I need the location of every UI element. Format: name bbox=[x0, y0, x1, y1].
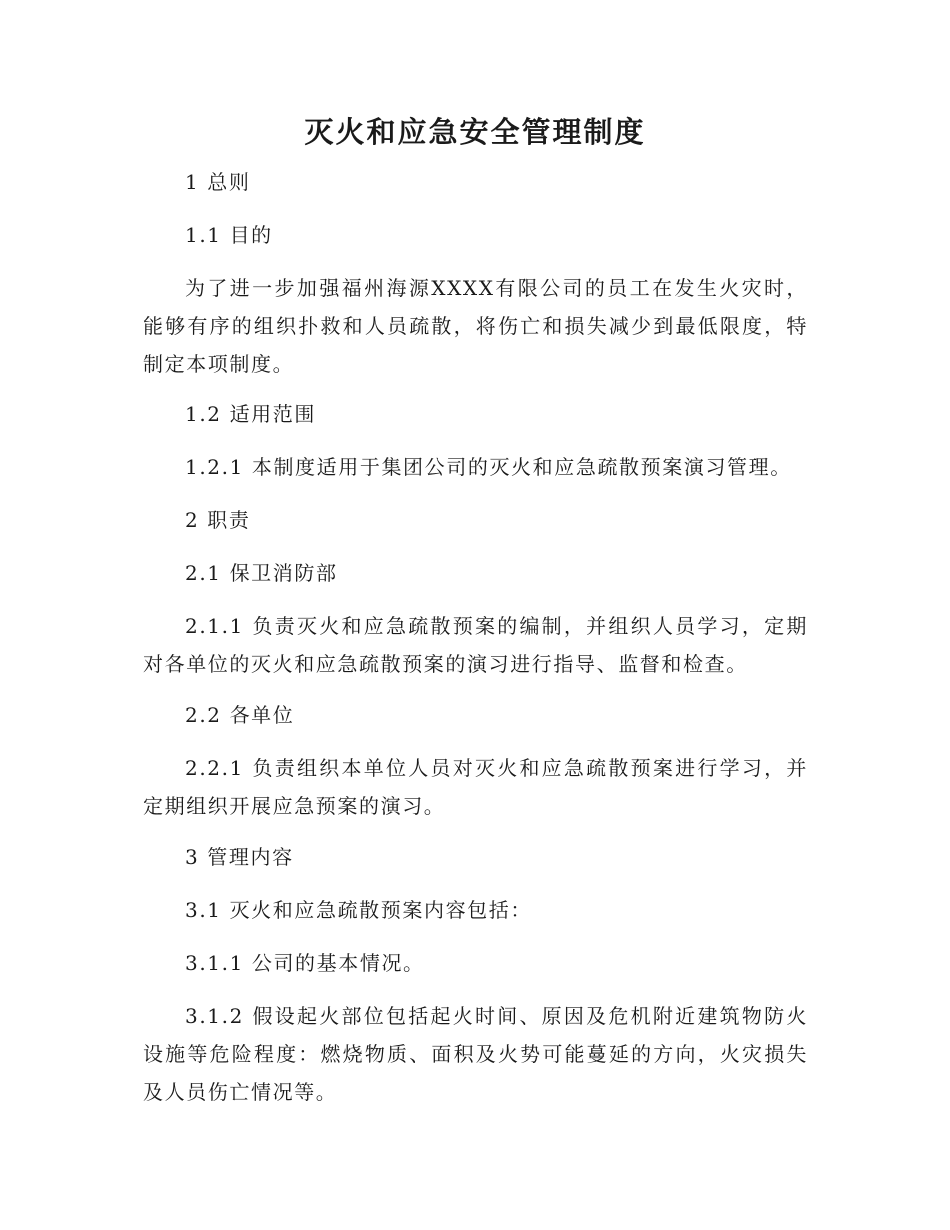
paragraph-purpose: 为了进一步加强福州海源XXXX有限公司的员工在发生火灾时，能够有序的组织扑救和人员疏散，将伤亡和损失减少到最低限度，特制定本项制度。 bbox=[143, 276, 808, 376]
paragraph-2-1-1: 2.1.1 负责灭火和应急疏散预案的编制，并组织人员学习，定期对各单位的灭火和应急疏散预案的演习进行指导、监督和检查。 bbox=[143, 614, 808, 676]
section-heading-3: 3 管理内容 bbox=[185, 845, 294, 869]
section-heading-2: 2 职责 bbox=[185, 508, 251, 532]
section-item-1-2-1: 1.2.1 本制度适用于集团公司的灭火和应急疏散预案演习管理。 bbox=[185, 455, 792, 479]
section-heading-2-2: 2.2 各单位 bbox=[185, 703, 295, 727]
section-heading-1-1: 1.1 目的 bbox=[185, 223, 273, 247]
section-heading-3-1: 3.1 灭火和应急疏散预案内容包括： bbox=[185, 898, 532, 922]
paragraph-2-2-1: 2.2.1 负责组织本单位人员对灭火和应急疏散预案进行学习，并定期组织开展应急预案的演习。 bbox=[143, 756, 808, 818]
section-heading-1-2: 1.2 适用范围 bbox=[185, 402, 316, 426]
document-title: 灭火和应急安全管理制度 bbox=[304, 115, 646, 149]
paragraph-3-1-2: 3.1.2 假设起火部位包括起火时间、原因及危机附近建筑物防火设施等危险程度：燃烧物质、面积及火势可能蔓延的方向，火灾损失及人员伤亡情况等。 bbox=[143, 1004, 808, 1104]
section-heading-1: 1 总则 bbox=[185, 170, 251, 194]
section-heading-2-1: 2.1 保卫消防部 bbox=[185, 561, 338, 585]
section-item-3-1-1: 3.1.1 公司的基本情况。 bbox=[185, 951, 425, 975]
